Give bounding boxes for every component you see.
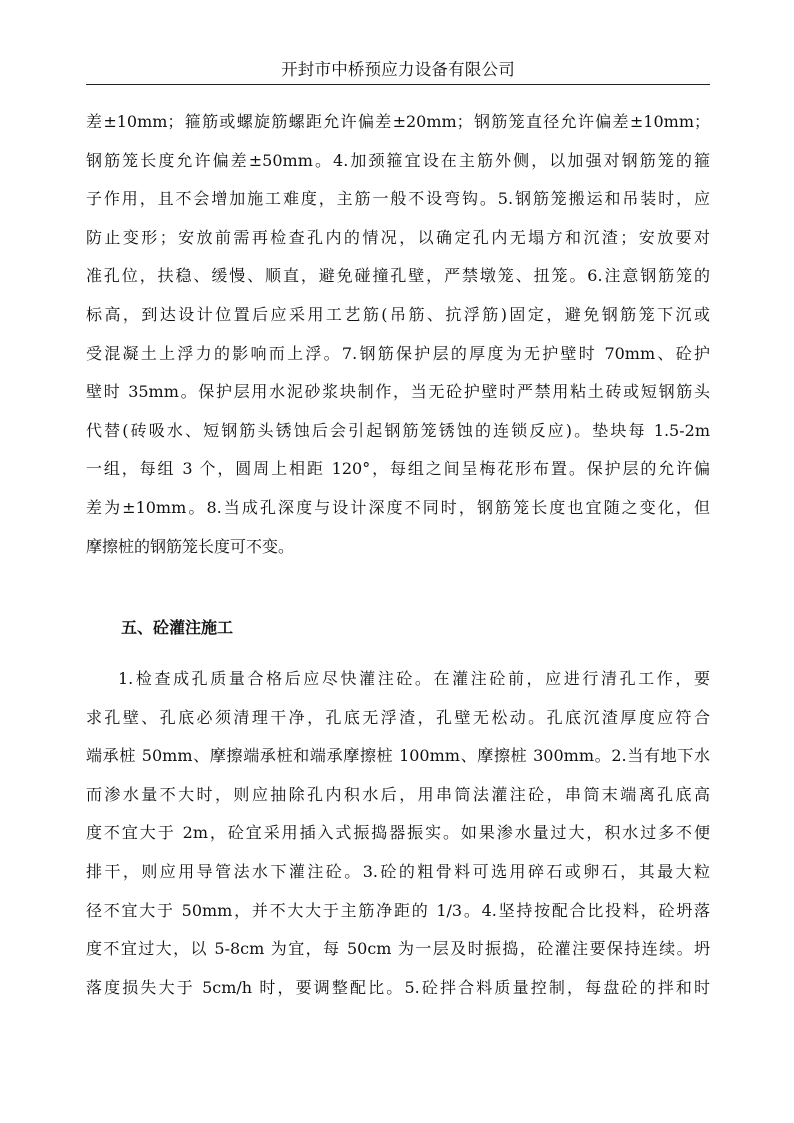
text-line: 排干，则应用导管法水下灌注砼。3.砼的粗骨料可选用碎石或卵石，其最大粒 <box>86 861 710 881</box>
text-line: 度不宜过大，以 5-8cm 为宜，每 50cm 为一层及时振捣，砼灌注要保持连续。坍 <box>86 939 710 959</box>
text-line: 摩擦桩的钢筋笼长度可不变。 <box>86 536 295 556</box>
text-line: 度不宜大于 2m，砼宜采用插入式振捣器振实。如果渗水量过大，积水过多不便 <box>86 823 710 843</box>
text-line: 子作用，且不会增加施工难度，主筋一般不设弯钩。5.钢筋笼搬运和吊装时，应 <box>86 189 710 209</box>
text-line: 标高，到达设计位置后应采用工艺筋(吊筋、抗浮筋)固定，避免钢筋笼下沉或 <box>86 304 710 324</box>
text-line: 准孔位，扶稳、缓慢、顺直，避免碰撞孔壁，严禁墩笼、扭笼。6.注意钢筋笼的 <box>86 266 710 286</box>
body-paragraph-2 <box>86 660 710 1007</box>
text-line: 而渗水量不大时，则应抽除孔内积水后，用串筒法灌注砼，串筒末端离孔底高 <box>86 784 710 804</box>
text-line: 壁时 35mm。保护层用水泥砂浆块制作，当无砼护壁时严禁用粘土砖或短钢筋头 <box>86 382 710 402</box>
text-line: 求孔壁、孔底必须清理干净，孔底无浮渣，孔壁无松动。孔底沉渣厚度应符合 <box>86 707 710 727</box>
text-line: 差为±10mm。8.当成孔深度与设计深度不同时，钢筋笼长度也宜随之变化，但 <box>86 497 710 517</box>
text-line: 受混凝土上浮力的影响而上浮。7.钢筋保护层的厚度为无护壁时 70mm、砼护 <box>86 343 710 363</box>
text-line: 差±10mm；箍筋或螺旋筋螺距允许偏差±20mm；钢筋笼直径允许偏差±10mm； <box>86 112 710 131</box>
text-line: 代替(砖吸水、短钢筋头锈蚀后会引起钢筋笼锈蚀的连锁反应)。垫块每 1.5-2m <box>86 420 710 440</box>
text-line: 防止变形；安放前需再检查孔内的情况，以确定孔内无塌方和沉渣；安放要对 <box>86 227 710 247</box>
text-line: 径不宜大于 50mm，并不大大于主筋净距的 1/3。4.坚持按配合比投料，砼坍落 <box>86 900 710 920</box>
text-line: 一组，每组 3 个，圆周上相距 120°，每组之间呈梅花形布置。保护层的允许偏 <box>86 459 710 479</box>
text-line: 1.检查成孔质量合格后应尽快灌注砼。在灌注砼前，应进行清孔工作，要 <box>118 669 710 688</box>
body-paragraph-1 <box>86 103 710 566</box>
text-line: 钢筋笼长度允许偏差±50mm。4.加颈箍宜设在主筋外侧，以加强对钢筋笼的箍 <box>86 150 710 170</box>
section-heading: 五、砼灌注施工 <box>121 618 234 637</box>
text-line: 端承桩 50mm、摩擦端承桩和端承摩擦桩 100mm、摩擦桩 300mm。2.当有地下水 <box>86 746 710 766</box>
header-divider <box>86 84 710 85</box>
page-header-company-name: 开封市中桥预应力设备有限公司 <box>281 60 515 79</box>
text-line: 落度损失大于 5cm/h 时，要调整配比。5.砼拌合料质量控制，每盘砼的拌和时 <box>86 977 710 997</box>
